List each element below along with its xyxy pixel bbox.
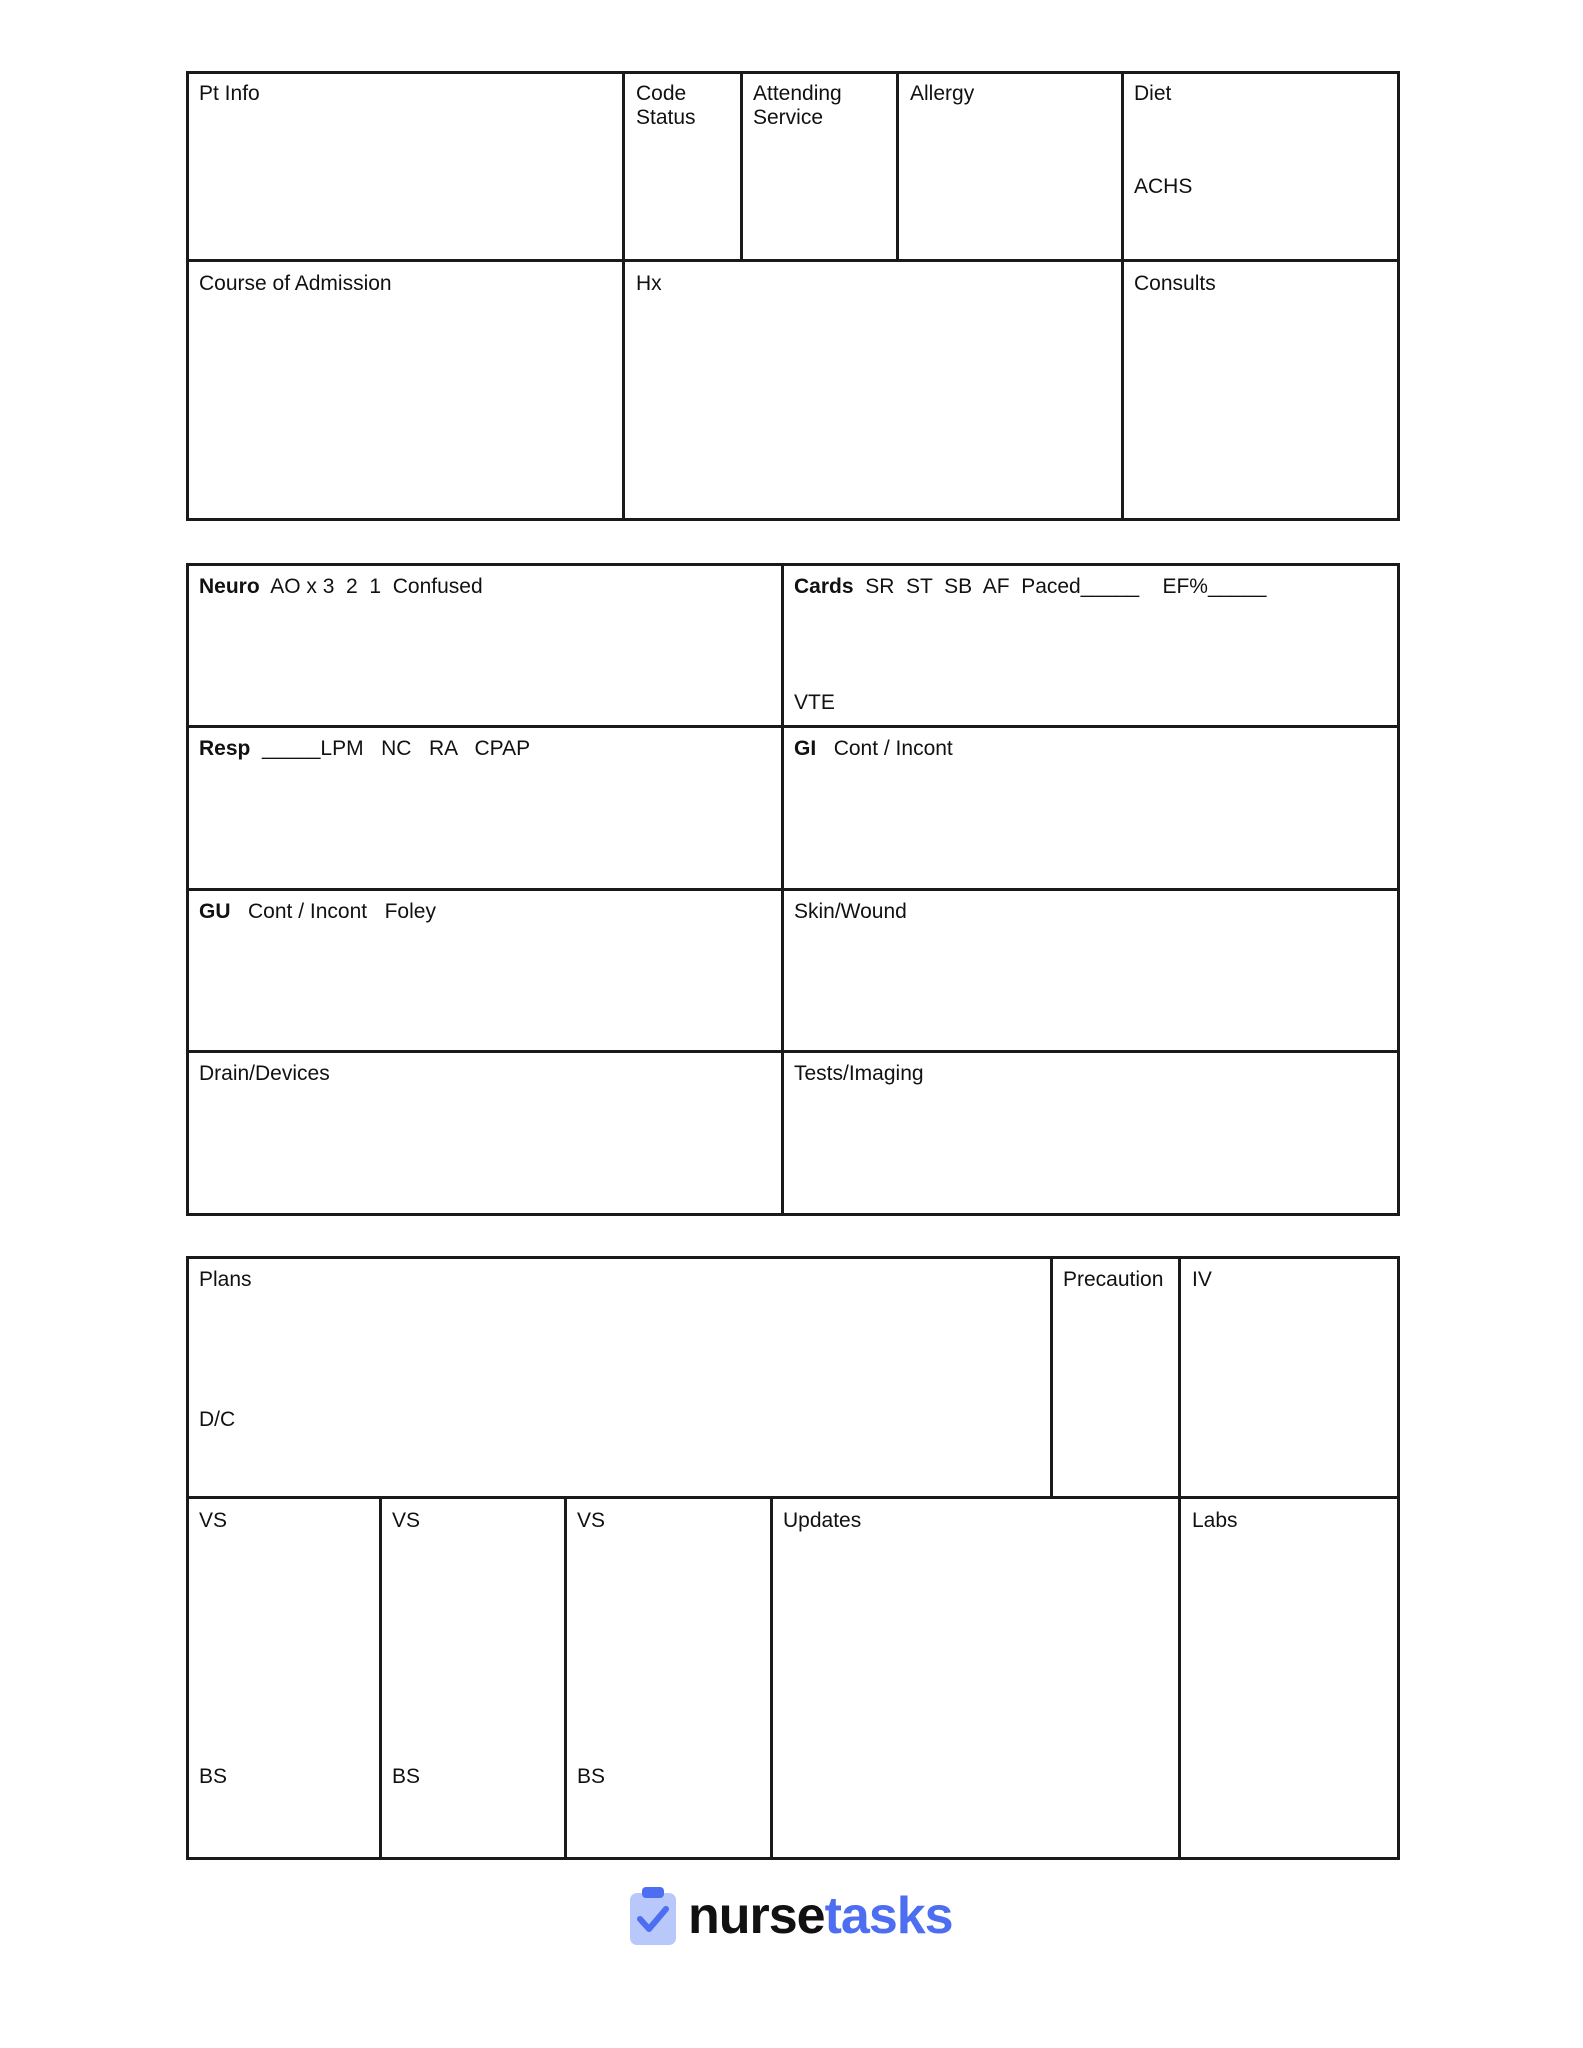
pt-info-label: Pt Info: [199, 82, 260, 105]
neuro-options: AO x 3 2 1 Confused: [270, 575, 483, 598]
gi-label: GI: [794, 737, 817, 760]
divider: [740, 71, 743, 261]
divider: [622, 71, 625, 521]
skin-wound-label: Skin/Wound: [794, 900, 907, 923]
divider: [564, 1496, 567, 1860]
diet-label: Diet: [1134, 82, 1172, 105]
logo-text-nurse: nurse: [688, 1887, 825, 1945]
updates-label: Updates: [783, 1509, 862, 1532]
gi-options: Cont / Incont: [833, 737, 953, 760]
drain-devices-label: Drain/Devices: [199, 1062, 330, 1085]
vte-label: VTE: [794, 691, 835, 714]
consults-label: Consults: [1134, 272, 1216, 295]
allergy-label: Allergy: [910, 82, 975, 105]
resp-options: _____LPM NC RA CPAP: [262, 737, 531, 760]
code-status-label-line2: Status: [636, 106, 696, 129]
divider: [379, 1496, 382, 1860]
divider: [186, 1050, 1400, 1053]
gu-row: [199, 900, 436, 924]
vs-label-1: VS: [199, 1509, 228, 1532]
code-status-label-line1: Code: [636, 82, 687, 105]
clipboard-check-icon: [628, 1885, 678, 1947]
logo-text-tasks: tasks: [824, 1887, 953, 1945]
attending-service-label-line1: Attending: [753, 82, 842, 105]
bs-label-2: BS: [392, 1765, 421, 1788]
resp-label: Resp: [199, 737, 251, 760]
nursetasks-logo: [688, 1886, 953, 1946]
divider: [770, 1496, 773, 1860]
cards-options: SR ST SB AF Paced_____ EF%_____: [865, 575, 1267, 598]
labs-label: Labs: [1192, 1509, 1238, 1532]
precaution-label: Precaution: [1063, 1268, 1164, 1291]
dc-label: D/C: [199, 1408, 236, 1431]
tests-imaging-label: Tests/Imaging: [794, 1062, 924, 1085]
divider: [186, 725, 1400, 728]
vs-label-3: VS: [577, 1509, 606, 1532]
bs-label-3: BS: [577, 1765, 606, 1788]
divider: [186, 1496, 1400, 1499]
plans-vitals-table: [186, 1256, 1400, 1860]
cards-row: [794, 575, 1266, 599]
gu-label: GU: [199, 900, 231, 923]
divider: [1178, 1256, 1181, 1860]
divider: [186, 888, 1400, 891]
cards-label: Cards: [794, 575, 854, 598]
gi-row: [794, 737, 953, 761]
achs-label: ACHS: [1134, 175, 1193, 198]
divider: [1050, 1256, 1053, 1498]
divider: [186, 259, 1400, 262]
divider: [1121, 71, 1124, 521]
neuro-row: [199, 575, 483, 599]
resp-row: [199, 737, 530, 761]
divider: [896, 71, 899, 261]
course-of-admission-label: Course of Admission: [199, 272, 392, 295]
vs-label-2: VS: [392, 1509, 421, 1532]
iv-label: IV: [1192, 1268, 1212, 1291]
bs-label-1: BS: [199, 1765, 228, 1788]
neuro-label: Neuro: [199, 575, 260, 598]
plans-label: Plans: [199, 1268, 252, 1291]
attending-service-label-line2: Service: [753, 106, 824, 129]
gu-options: Cont / Incont Foley: [248, 900, 436, 923]
patient-info-table: [186, 71, 1400, 521]
hx-label: Hx: [636, 272, 662, 295]
